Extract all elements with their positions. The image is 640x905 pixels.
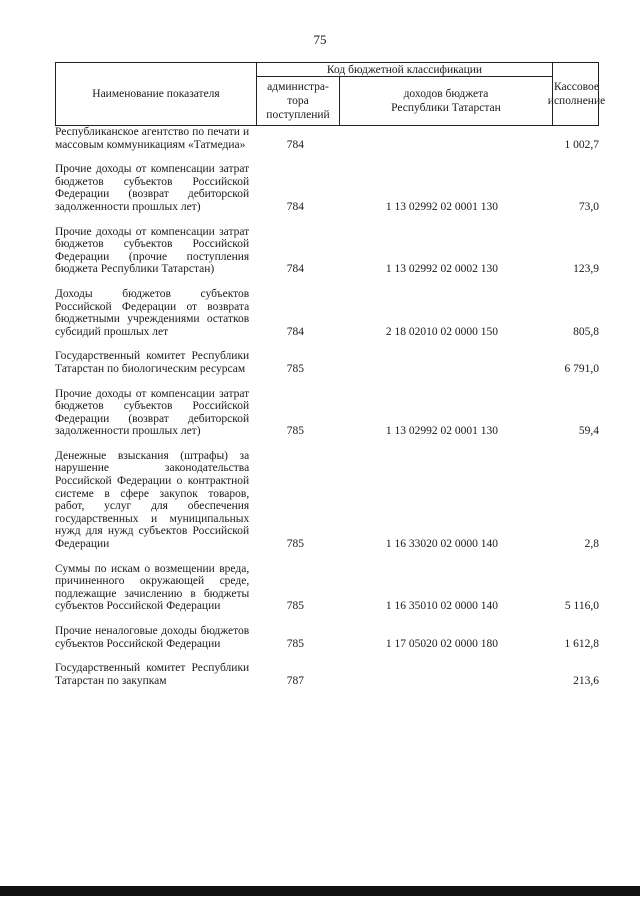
row-execution: 6 791,0: [564, 362, 599, 375]
table-row: [55, 163, 599, 213]
row-income-code: 2 18 02010 02 0000 150: [385, 325, 499, 338]
row-execution: 2,8: [584, 538, 599, 551]
row-execution: 805,8: [573, 325, 599, 338]
row-name: Прочие доходы от компенсации затрат бюджетов субъектов Российской Федерации (возврат дебиторской задолженности прошлых лет): [55, 387, 250, 438]
row-execution: 123,9: [573, 263, 599, 276]
table-row: [55, 388, 599, 438]
header-admin: администра- тора поступлений: [257, 77, 340, 125]
page-number: 75: [313, 32, 327, 47]
table-row: [55, 662, 599, 687]
table-row: [55, 226, 599, 276]
row-name: Суммы по искам о возмещении вреда, причиненного окружающей среде, подлежащие зачислению в бюджеты субъектов Российской Федерации: [55, 562, 250, 613]
row-name: Доходы бюджетов субъектов Российской Федерации от возврата бюджетными учреждениями остатков субсидий прошлых лет: [55, 287, 250, 338]
row-income-code: 1 13 02992 02 0002 130: [385, 263, 499, 276]
table-body: [55, 126, 599, 687]
table-row: [55, 563, 599, 613]
table-header: [55, 62, 606, 126]
header-name: Наименование показателя: [56, 63, 257, 125]
row-income-code: 1 16 33020 02 0000 140: [385, 538, 499, 551]
budget-table: [55, 62, 606, 699]
row-name: Государственный комитет Республики Татарстан по биологическим ресурсам: [55, 350, 250, 375]
row-name: Денежные взыскания (штрафы) за нарушение законодательства Российской Федерации о контрактной системе в сфере закупок товаров, работ, услуг для обеспечения государственных и муниципальных нужд для нужд субъектов Российской Федерации: [55, 449, 250, 551]
row-execution: 73,0: [578, 200, 599, 213]
row-name: Прочие доходы от компенсации затрат бюджетов субъектов Российской Федерации (возврат дебиторской задолженности прошлых лет): [55, 163, 250, 213]
table-row: [55, 288, 599, 338]
row-name: Прочие доходы от компенсации затрат бюджетов субъектов Российской Федерации (прочие поступления бюджета Республики Татарстан): [55, 225, 250, 276]
row-execution: 1 612,8: [564, 637, 599, 650]
row-name: Государственный комитет Республики Татарстан по закупкам: [55, 662, 250, 687]
table-row: [55, 126, 599, 151]
row-admin-code: 785: [286, 425, 304, 438]
row-admin-code: 784: [286, 263, 304, 276]
row-admin-code: 785: [286, 538, 304, 551]
table-row: [55, 625, 599, 650]
table-row: [55, 450, 599, 551]
scan-border: [0, 886, 640, 896]
row-admin-code: 787: [286, 674, 304, 687]
row-admin-code: 785: [286, 600, 304, 613]
row-execution: 213,6: [573, 674, 599, 687]
row-income-code: 1 13 02992 02 0001 130: [385, 200, 499, 213]
header-execution: Кассовое исполнение: [547, 81, 606, 107]
row-execution: 1 002,7: [564, 138, 599, 151]
header-income: доходов бюджета Республики Татарстан: [340, 77, 553, 125]
table-row: [55, 350, 599, 375]
header-code-group: Код бюджетной классификации: [257, 63, 553, 77]
row-name: Республиканское агентство по печати и массовым коммуникациям «Татмедиа»: [55, 126, 250, 151]
row-admin-code: 784: [286, 138, 304, 151]
row-admin-code: 784: [286, 325, 304, 338]
row-name: Прочие неналоговые доходы бюджетов субъектов Российской Федерации: [55, 625, 250, 650]
row-execution: 5 116,0: [564, 600, 599, 613]
row-admin-code: 784: [286, 200, 304, 213]
row-admin-code: 785: [286, 637, 304, 650]
row-execution: 59,4: [578, 425, 599, 438]
row-income-code: 1 17 05020 02 0000 180: [385, 637, 499, 650]
row-admin-code: 785: [286, 362, 304, 375]
row-income-code: 1 13 02992 02 0001 130: [385, 425, 499, 438]
row-income-code: 1 16 35010 02 0000 140: [385, 600, 499, 613]
